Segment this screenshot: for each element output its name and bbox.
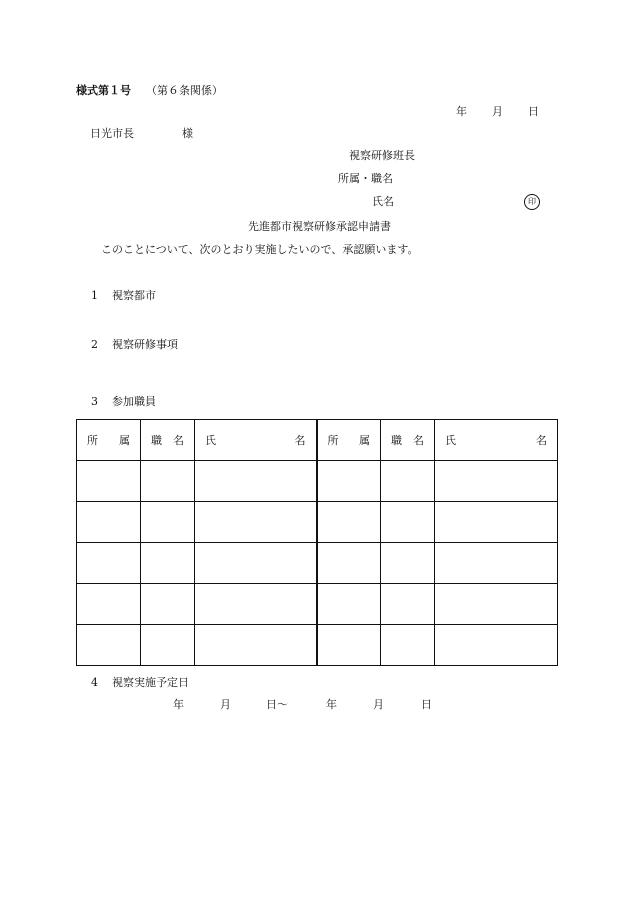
table-cell[interactable] bbox=[381, 584, 435, 625]
table-cell[interactable] bbox=[435, 584, 558, 625]
date-year: 年 bbox=[456, 105, 467, 118]
table-row bbox=[77, 584, 558, 625]
table-cell[interactable] bbox=[317, 543, 381, 584]
table-cell[interactable] bbox=[195, 625, 317, 666]
table-row bbox=[77, 461, 558, 502]
section-2-number: 2 bbox=[91, 338, 98, 351]
table-cell[interactable] bbox=[381, 625, 435, 666]
table-cell[interactable] bbox=[141, 584, 195, 625]
table-cell[interactable] bbox=[195, 502, 317, 543]
schedule-end-month: 月 bbox=[373, 698, 384, 711]
seal-mark: 印 bbox=[524, 194, 540, 210]
table-cell[interactable] bbox=[195, 543, 317, 584]
table-cell[interactable] bbox=[195, 584, 317, 625]
header-post: 職 名 bbox=[141, 420, 195, 461]
affiliation-label: 所属・職名 bbox=[338, 172, 393, 185]
section-3-label: 参加職員 bbox=[112, 395, 156, 408]
header-post: 職 名 bbox=[381, 420, 435, 461]
table-row bbox=[77, 543, 558, 584]
table-cell[interactable] bbox=[435, 543, 558, 584]
header-name: 氏 名 bbox=[195, 420, 317, 461]
date-day: 日 bbox=[528, 105, 539, 118]
table-cell[interactable] bbox=[381, 502, 435, 543]
body-text: このことについて、次のとおり実施したいので、承認願います。 bbox=[101, 243, 419, 256]
table-header-row bbox=[77, 420, 558, 461]
header-affiliation: 所 属 bbox=[317, 420, 381, 461]
honorific: 様 bbox=[182, 127, 193, 140]
team-leader: 視察研修班長 bbox=[349, 149, 415, 162]
schedule-end-year: 年 bbox=[326, 698, 337, 711]
table-cell[interactable] bbox=[435, 625, 558, 666]
staff-table bbox=[76, 419, 558, 666]
schedule-start-month: 月 bbox=[220, 698, 231, 711]
addressee: 日光市長 bbox=[90, 127, 134, 140]
schedule-start-year: 年 bbox=[173, 698, 184, 711]
section-3-number: 3 bbox=[91, 395, 98, 408]
section-1-number: 1 bbox=[91, 289, 98, 302]
table-row bbox=[77, 502, 558, 543]
header-affiliation: 所 属 bbox=[77, 420, 141, 461]
schedule-start-day: 日〜 bbox=[266, 698, 288, 711]
table-cell[interactable] bbox=[141, 461, 195, 502]
form-number: 様式第１号 bbox=[76, 84, 131, 97]
section-4-label: 視察実施予定日 bbox=[112, 676, 189, 689]
document-title: 先進都市視察研修承認申請書 bbox=[248, 220, 391, 233]
table-cell[interactable] bbox=[195, 461, 317, 502]
table-cell[interactable] bbox=[77, 461, 141, 502]
header-name: 氏 名 bbox=[435, 420, 558, 461]
table-cell[interactable] bbox=[141, 625, 195, 666]
section-1-label: 視察都市 bbox=[112, 289, 156, 302]
table-cell[interactable] bbox=[381, 543, 435, 584]
section-2-label: 視察研修事項 bbox=[112, 338, 178, 351]
table-cell[interactable] bbox=[77, 584, 141, 625]
table-row bbox=[77, 625, 558, 666]
date-month: 月 bbox=[492, 105, 503, 118]
table-cell[interactable] bbox=[317, 625, 381, 666]
table-cell[interactable] bbox=[317, 584, 381, 625]
table-cell[interactable] bbox=[317, 461, 381, 502]
table-cell[interactable] bbox=[435, 502, 558, 543]
section-4-number: 4 bbox=[91, 676, 98, 689]
table-cell[interactable] bbox=[141, 502, 195, 543]
table-cell[interactable] bbox=[77, 625, 141, 666]
table-cell[interactable] bbox=[317, 502, 381, 543]
table-cell[interactable] bbox=[141, 543, 195, 584]
table-cell[interactable] bbox=[381, 461, 435, 502]
form-reference: （第６条関係） bbox=[146, 84, 223, 97]
table-cell[interactable] bbox=[77, 543, 141, 584]
schedule-end-day: 日 bbox=[421, 698, 432, 711]
table-cell[interactable] bbox=[77, 502, 141, 543]
table-cell[interactable] bbox=[435, 461, 558, 502]
name-label: 氏名 bbox=[372, 195, 394, 208]
